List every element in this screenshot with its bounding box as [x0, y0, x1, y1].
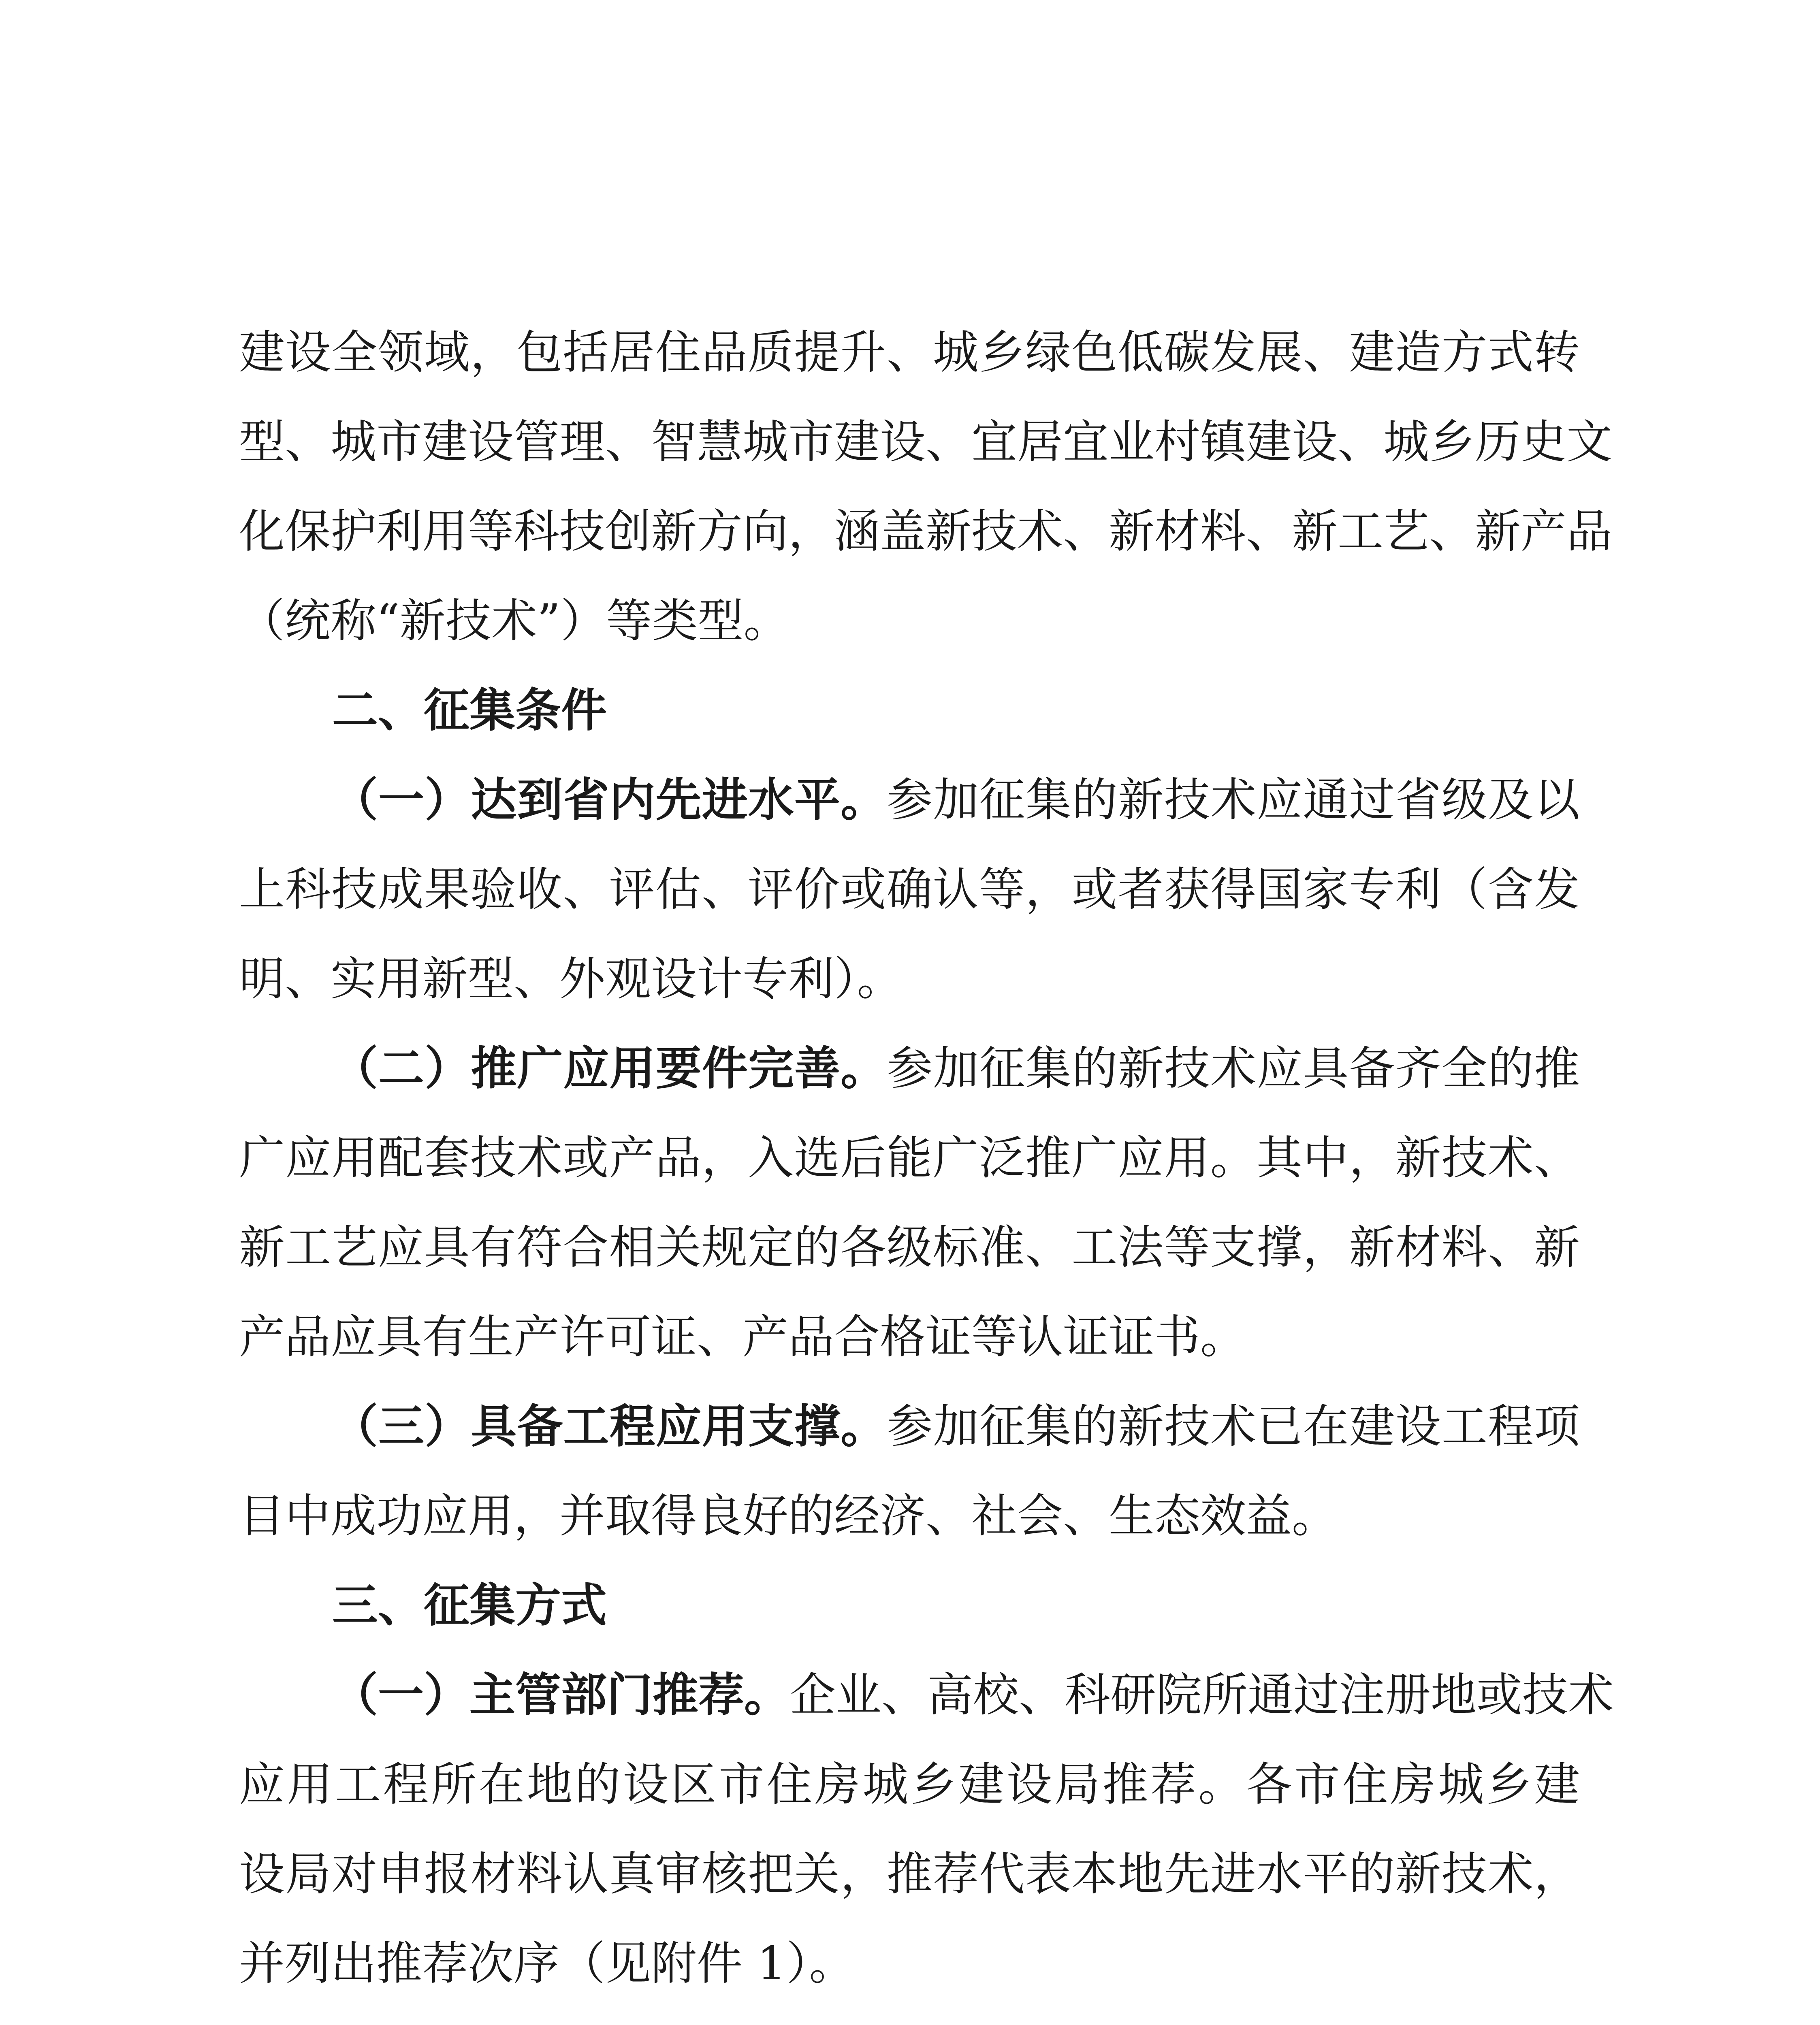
subsection-first-line: [239, 1650, 1614, 1740]
section-heading: 二、征集条件: [332, 684, 607, 737]
body-text-line: 设局对申报材料认真审核把关，推荐代表本地先进水平的新技术，: [239, 1847, 1580, 1901]
body-text-line: 型、城市建设管理、智慧城市建设、宜居宜业村镇建设、城乡历史文: [239, 415, 1612, 469]
subsection-lead: （一）主管部门推荐。: [332, 1668, 790, 1722]
subsection-lead: （一）达到省内先进水平。: [332, 773, 887, 827]
subsection-first-line: [239, 1382, 1580, 1471]
body-text-line: 目中成功应用，并取得良好的经济、社会、生态效益。: [239, 1489, 1338, 1543]
document-body: [239, 308, 1614, 2025]
body-text-line: 上科技成果验收、评估、评价或确认等，或者获得国家专利（含发: [239, 863, 1580, 916]
subsection-first-line: [239, 2008, 1580, 2025]
body-text-line: 新工艺应具有符合相关规定的各级标准、工法等支撑，新材料、新: [239, 1221, 1580, 1274]
body-text: 参加征集的新技术已在建设工程项: [887, 1400, 1580, 1453]
body-text-line: 并列出推荐次序（见附件 1）。: [239, 1937, 855, 1990]
section-heading: 三、征集方式: [332, 1579, 607, 1632]
body-text: 企业、高校、科研院所通过注册地或技术: [790, 1668, 1614, 1722]
body-text-line: 产品应具有生产许可证、产品合格证等认证证书。: [239, 1310, 1246, 1364]
body-text-line: 化保护利用等科技创新方向，涵盖新技术、新材料、新工艺、新产品: [239, 505, 1612, 558]
body-text-line: 广应用配套技术或产品，入选后能广泛推广应用。其中，新技术、: [239, 1131, 1580, 1185]
subsection-first-line: [239, 1024, 1580, 1113]
subsection-first-line: [239, 755, 1580, 845]
body-text: 参加征集的新技术应通过省级及以: [887, 773, 1580, 827]
subsection-lead: （三）具备工程应用支撑。: [332, 1400, 887, 1453]
body-text: 参加征集的新技术应具备齐全的推: [887, 1042, 1580, 1095]
body-text-line: 明、实用新型、外观设计专利）。: [239, 952, 903, 1006]
body-text-line: （统称“新技术”）等类型。: [239, 594, 789, 648]
body-text-line: 应用工程所在地的设区市住房城乡建设局推荐。各市住房城乡建: [239, 1758, 1580, 1811]
body-text-line: 建设全领域，包括居住品质提升、城乡绿色低碳发展、建造方式转: [239, 326, 1580, 379]
subsection-lead: （二）推广应用要件完善。: [332, 1042, 887, 1095]
